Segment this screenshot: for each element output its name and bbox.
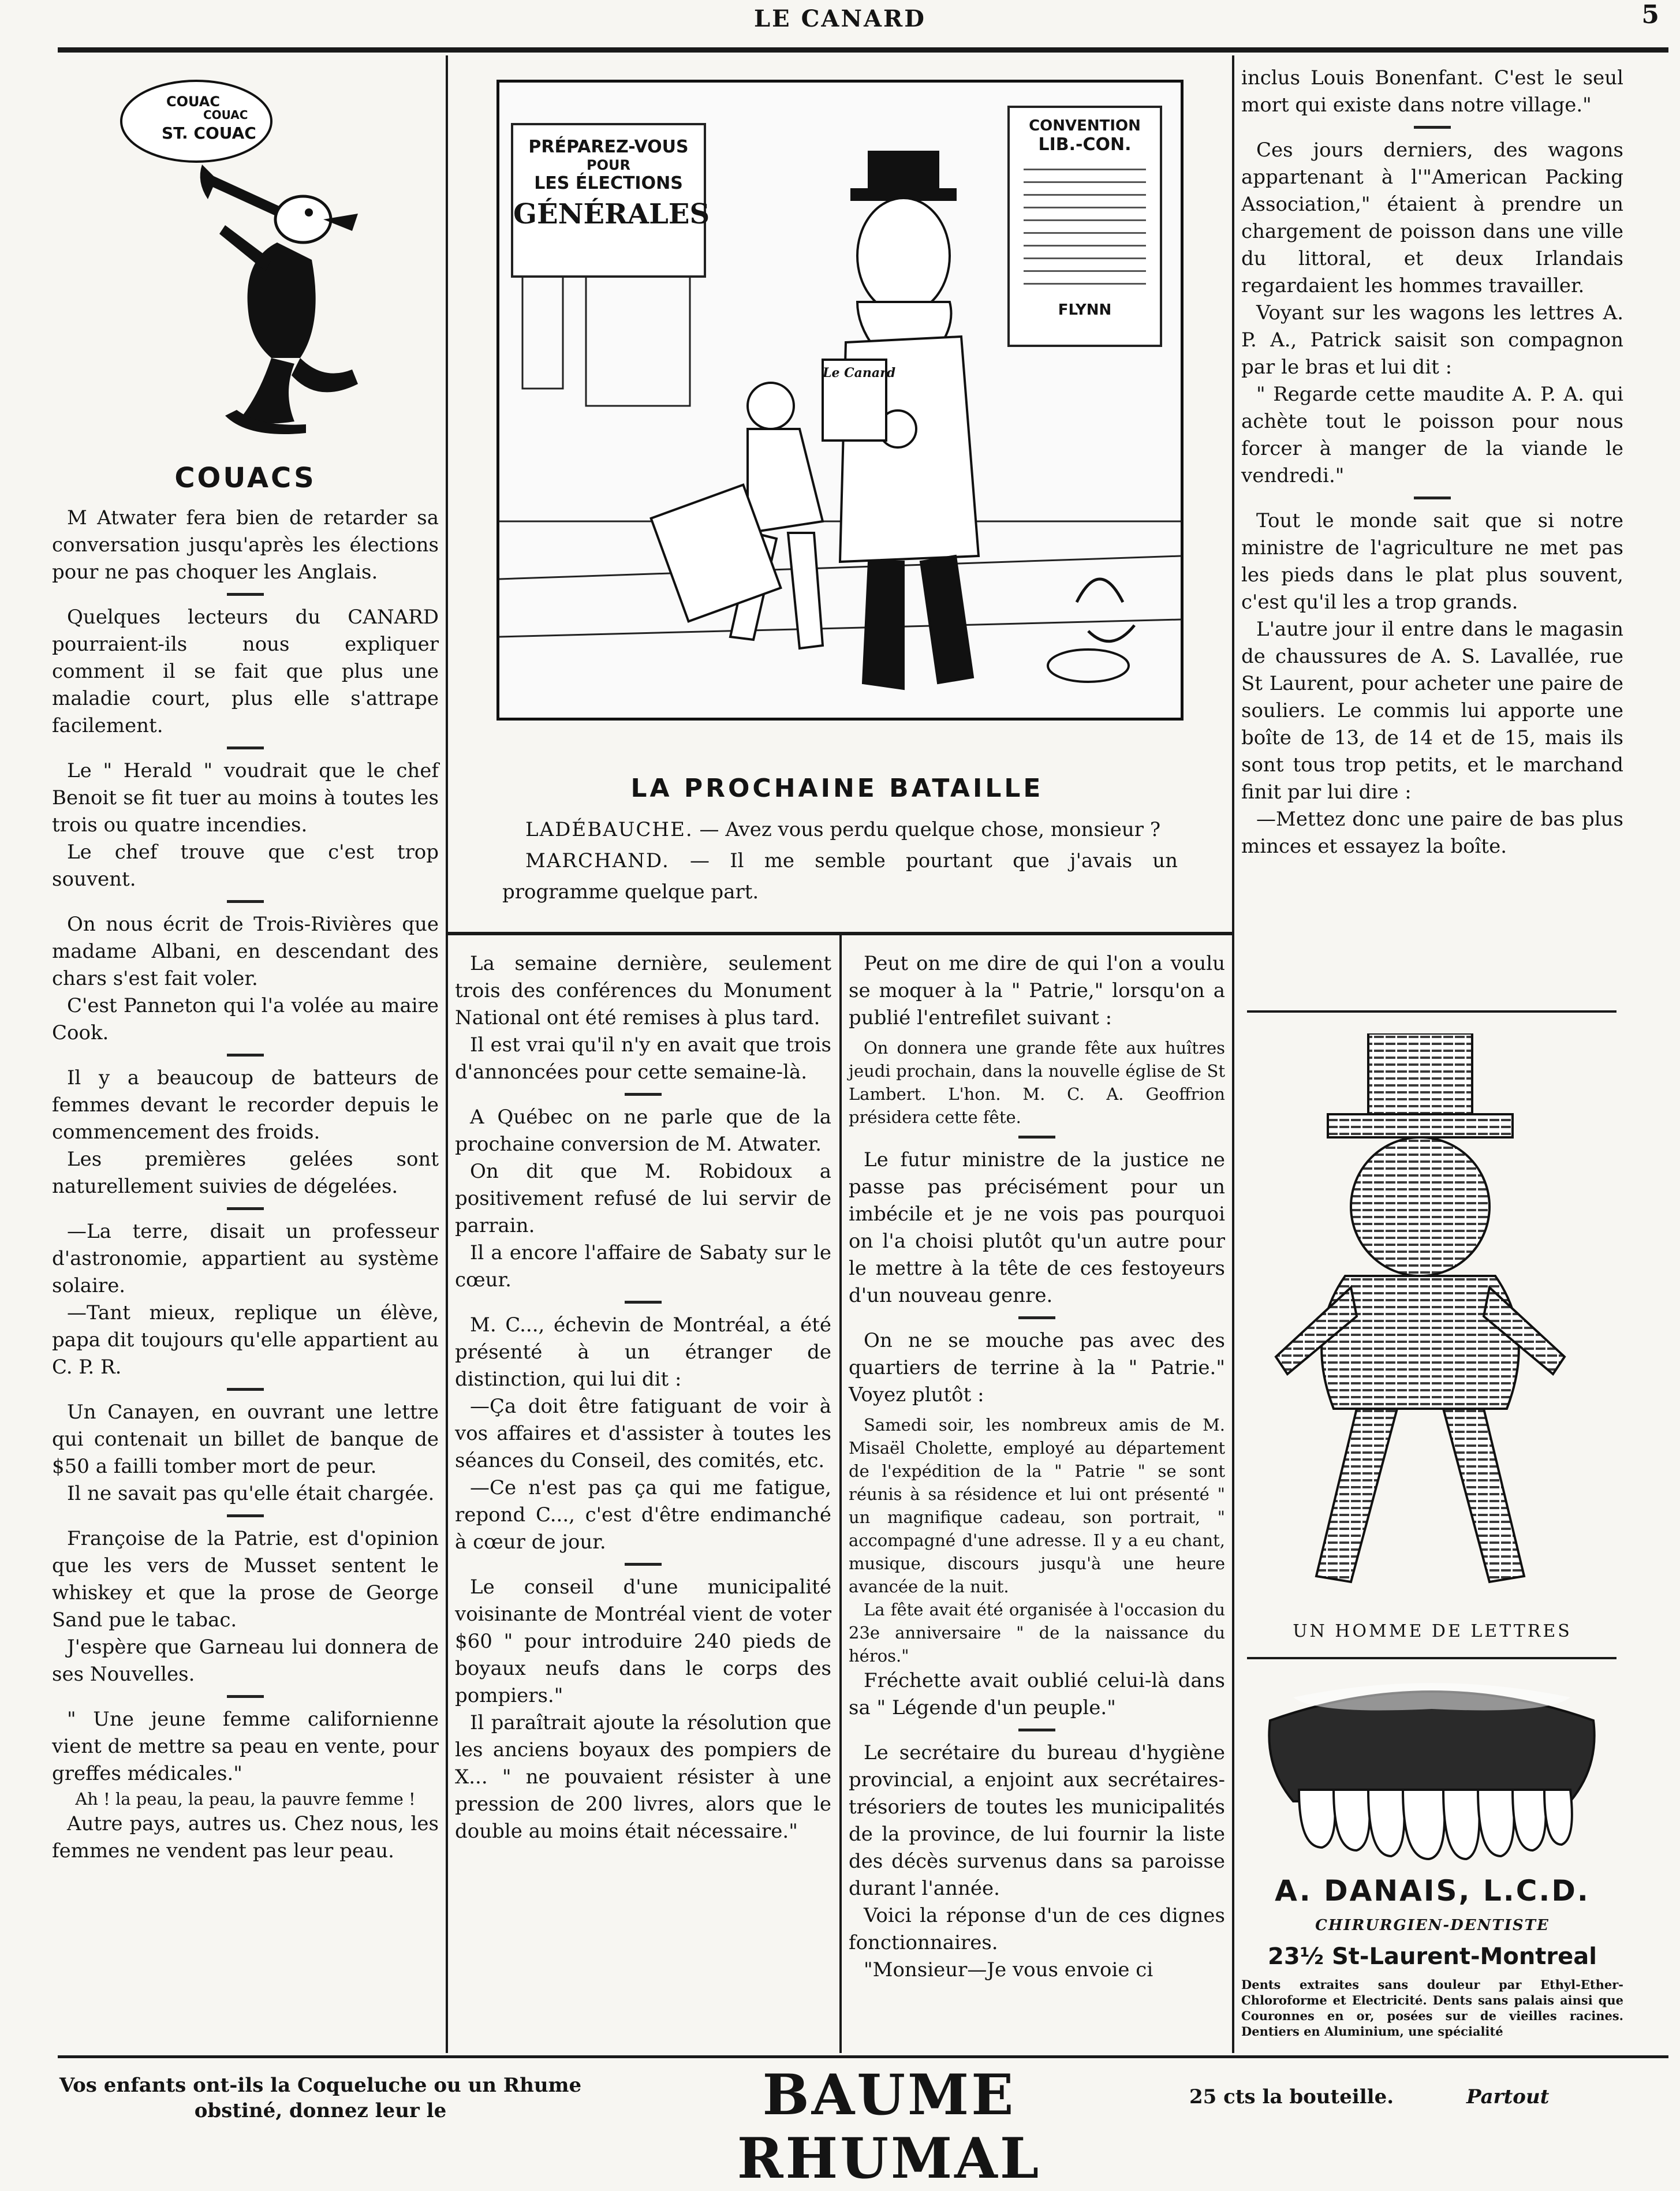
paragraph: On dit que M. Robidoux a positivement refusé de lui servir de parrain.: [455, 1160, 831, 1237]
footer-ad-product: BAUME RHUMAL: [737, 2062, 1041, 2191]
paragraph: Ces jours derniers, des wagons appartenant à l'"American Packing Association," étaient à prendre un chargement de poisson dans une ville du littoral, et deux Irlandais regardaient les hommes travailler.: [1241, 139, 1623, 297]
paragraph: Autre pays, autres us. Chez nous, les femmes ne vendent pas leur peau.: [52, 1812, 439, 1862]
separator: [227, 746, 264, 749]
separator: [227, 593, 264, 596]
sign-line: LIB.-CON.: [1038, 135, 1132, 155]
footer-ad-price: 25 cts la bouteille.: [1189, 2085, 1394, 2108]
cartoon-frame: [496, 80, 1184, 721]
paragraph: J'espère que Garneau lui donnera de ses Nouvelles.: [52, 1636, 439, 1686]
page-number: 5: [1641, 0, 1659, 29]
sign-fine-print: [1024, 163, 1146, 290]
figure-caption: UN HOMME DE LETTRES: [1293, 1621, 1572, 1641]
column-2: [455, 950, 831, 1845]
paragraph: On ne se mouche pas avec des quartiers de terrine à la " Patrie." Voyez plutôt :: [849, 1329, 1225, 1406]
footer-ad-left: Vos enfants ont-ils la Coqueluche ou un Rhume obstiné, donnez leur le: [59, 2074, 582, 2122]
paragraph: Le " Herald " voudrait que le chef Benoit se fit tuer au moins à toutes les trois ou quatre incendies.: [52, 759, 439, 837]
couacs-cartoon: [52, 69, 439, 473]
paragraph: Le conseil d'une municipalité voisinante de Montréal vient de voter $60 " pour introduire 240 pieds de boyaux neufs dans le corps des pompiers.": [455, 1576, 831, 1707]
bubble-line-1: COUAC: [166, 94, 220, 110]
paragraph: Le futur ministre de la justice ne passe pas précisément pour un imbécile et je ne vois pas pourquoi on l'a choisi plutôt qu'un autre pour le mettre à la tête de ces festoyeurs d'un nouveau genre.: [849, 1148, 1225, 1307]
paragraph: C'est Panneton qui l'a volée au maire Cook.: [52, 994, 439, 1044]
separator: [625, 1563, 662, 1566]
separator: [625, 1301, 662, 1304]
sign-line: CONVENTION: [1029, 117, 1141, 135]
center-rule: [448, 932, 1232, 935]
paragraph: Voyant sur les wagons les lettres A. P. A., Patrick saisit son compagnon par le bras et lui dit :: [1241, 301, 1623, 379]
separator: [1018, 1136, 1055, 1139]
divider-left: [446, 55, 448, 2053]
paragraph: Tout le monde sait que si notre ministre de l'agriculture ne met pas les pieds dans le plat plus souvent, c'est qu'il les a trop grands.: [1241, 509, 1623, 614]
paragraph: Il ne savait pas qu'elle était chargée.: [67, 1482, 435, 1505]
dentist-address: 23½ St-Laurent-Montreal: [1268, 1943, 1597, 1970]
speech: — Avez vous perdu quelque chose, monsieur ?: [699, 818, 1161, 841]
paragraph: Françoise de la Patrie, est d'opinion que les vers de Musset sentent le whiskey et que la prose de George Sand pue le tabac.: [52, 1527, 439, 1632]
paragraph: —Ça doit être fatiguant de voir à vos affaires et d'assister à toutes les séances du Conseil, des comités, etc.: [455, 1395, 831, 1472]
paragraph: M. C..., échevin de Montréal, a été présenté à un étranger de distinction, qui lui dit :: [455, 1313, 831, 1391]
sign-line: GÉNÉRALES: [513, 198, 710, 230]
speaker: MARCHAND.: [525, 849, 670, 872]
paragraph: Quelques lecteurs du CANARD pourraient-ils nous expliquer comment il se fait que plus une maladie court, plus elle s'attrape facilement.: [52, 606, 439, 737]
sign-line: FLYNN: [1058, 301, 1112, 319]
paragraph: Peut on me dire de qui l'on a voulu se moquer à la " Patrie," lorsqu'on a publié l'entrefilet suivant :: [849, 952, 1225, 1029]
speaker: LADÉBAUCHE.: [525, 818, 693, 841]
paragraph: L'autre jour il entre dans le magasin de chaussures de A. S. Lavallée, rue St Laurent, pour acheter une paire de souliers. Le commis lui apporte une boîte de 13, de 14 et de 15, mais ils sont tous trop petits, et le marchand finit par lui dire :: [1241, 618, 1623, 804]
sign-line: PRÉPAREZ-VOUS: [528, 137, 689, 157]
paragraph: Il est vrai qu'il n'y en avait que trois d'annoncées pour cette semaine-là.: [455, 1033, 831, 1084]
paragraph: Il y a beaucoup de batteurs de femmes devant le recorder depuis le commencement des froids.: [52, 1066, 439, 1144]
separator: [227, 900, 264, 903]
paragraph: Voici la réponse d'un de ces dignes fonctionnaires.: [849, 1904, 1225, 1954]
separator: [1414, 126, 1451, 129]
dentist-name: A. DANAIS, L.C.D.: [1275, 1874, 1590, 1908]
paragraph: Un Canayen, en ouvrant une lettre qui contenait un billet de banque de $50 a failli tomber mort de peur.: [52, 1401, 439, 1478]
column-3: [849, 950, 1225, 1984]
paragraph: Il paraîtrait ajoute la résolution que les anciens boyaux des pompiers de X... " ne pouvaient résister à une pression de 200 livres, alors que le double au moins était nécessaire.": [455, 1711, 831, 1843]
paragraph: "Monsieur—Je vous envoie ci: [864, 1958, 1153, 1981]
paragraph: Fréchette avait oublié celui-là dans sa " Légende d'un peuple.": [849, 1669, 1225, 1719]
cartoon-sign-elections: [511, 123, 710, 278]
paragraph: Il a encore l'affaire de Sabaty sur le cœur.: [455, 1241, 831, 1292]
right-rule-1: [1247, 1010, 1616, 1013]
footer-ad-where: Partout: [1466, 2085, 1550, 2108]
divider-center: [839, 935, 842, 2053]
sign-line: LES ÉLECTIONS: [534, 173, 683, 193]
separator: [1018, 1316, 1055, 1319]
bubble-line-2: COUAC: [203, 108, 248, 122]
cartoon-caption: [502, 814, 1178, 908]
bubble-line-3: ST. COUAC: [162, 124, 256, 143]
paragraph: La semaine dernière, seulement trois des conférences du Monument National ont été remises à plus tard.: [455, 952, 831, 1029]
paragraph-small: Ah ! la peau, la peau, la pauvre femme !: [75, 1789, 416, 1809]
cartoon-sign-convention: [1007, 106, 1162, 347]
speech: — Il me semble pourtant que j'avais un programme quelque part.: [502, 849, 1178, 904]
separator: [625, 1093, 662, 1096]
paragraph: —Tant mieux, replique un élève, papa dit toujours qu'elle appartient au C. P. R.: [52, 1301, 439, 1379]
dentist-title: CHIRURGIEN-DENTISTE: [1315, 1917, 1550, 1934]
paragraph: " Une jeune femme californienne vient de mettre sa peau en vente, pour greffes médicales.": [52, 1708, 439, 1785]
sign-line: POUR: [587, 157, 630, 173]
masthead: LE CANARD: [754, 5, 926, 32]
caption-line-2: [502, 845, 1178, 908]
right-column: [1241, 65, 1623, 860]
separator: [227, 1207, 264, 1210]
top-rule: [58, 47, 1668, 53]
quote: La fête avait été organisée à l'occasion du 23e anniversaire " de la naissance du héros.": [849, 1600, 1225, 1666]
quote: Samedi soir, les nombreux amis de M. Misaël Cholette, employé au département de l'expédition de la " Patrie " se sont réunis à sa résidence et lui ont présenté " un magnifique cadeau, son portrait, " accompagné d'une adresse. Il y a eu chant, musique, discours jusqu'à une heure avancée de la nuit.: [849, 1415, 1225, 1596]
footer-rule: [58, 2055, 1668, 2058]
separator: [227, 1388, 264, 1391]
paragraph: Le chef trouve que c'est trop souvent.: [52, 841, 439, 891]
right-rule-2: [1247, 1657, 1616, 1659]
divider-right: [1232, 55, 1234, 2053]
paragraph: inclus Louis Bonenfant. C'est le seul mort qui existe dans notre village.": [1241, 66, 1623, 117]
dentist-details: Dents extraites sans douleur par Ethyl-Ether-Chloroforme et Electricité. Dents sans palais ainsi que Couronnes en or, posées sur de vieilles racines. Dentiers en Aluminium, une spécialité: [1241, 1977, 1623, 2039]
separator: [1414, 497, 1451, 499]
separator: [1018, 1729, 1055, 1731]
paragraph: Le secrétaire du bureau d'hygiène provincial, a enjoint aux secrétaires-trésoriers de toutes les municipalités de la province, de lui fournir la liste des décès survenus dans sa paroisse durant l'année.: [849, 1741, 1225, 1900]
paragraph: —Mettez donc une paire de bas plus minces et essayez la boîte.: [1241, 808, 1623, 858]
paragraph: " Regarde cette maudite A. P. A. qui achète tout le poisson pour nous forcer à manger de la viande le vendredi.": [1241, 383, 1623, 487]
paragraph: M Atwater fera bien de retarder sa conversation jusqu'après les élections pour ne pas choquer les Anglais.: [52, 506, 439, 584]
paragraph: —Ce n'est pas ça qui me fatigue, repond C..., c'est d'être endimanché à cœur de jour.: [455, 1476, 831, 1554]
letters-man-figure: [1259, 1033, 1582, 1611]
quote: On donnera une grande fête aux huîtres jeudi prochain, dans la nouvelle église de St Lambert. L'hon. M. C. A. Geoffrion présidera cette fête.: [849, 1038, 1225, 1127]
cartoon-title: LA PROCHAINE BATAILLE: [630, 774, 1044, 803]
separator: [227, 1695, 264, 1698]
paragraph: Les premières gelées sont naturellement suivies de dégelées.: [52, 1148, 439, 1198]
cartoon-newspaper-label: Le Canard: [823, 365, 896, 380]
speech-bubble: [121, 81, 271, 162]
left-column: [52, 69, 439, 1865]
paragraph: A Québec on ne parle que de la prochaine conversion de M. Atwater.: [455, 1106, 831, 1156]
caption-line-1: [502, 814, 1178, 845]
separator: [227, 1514, 264, 1517]
paragraph: —La terre, disait un professeur d'astronomie, appartient au système solaire.: [52, 1220, 439, 1297]
paragraph: On nous écrit de Trois-Rivières que madame Albani, en descendant des chars s'est fait voler.: [52, 913, 439, 990]
dentures-illustration: [1259, 1674, 1605, 1865]
separator: [227, 1054, 264, 1057]
couacs-title: COUACS: [174, 462, 316, 494]
